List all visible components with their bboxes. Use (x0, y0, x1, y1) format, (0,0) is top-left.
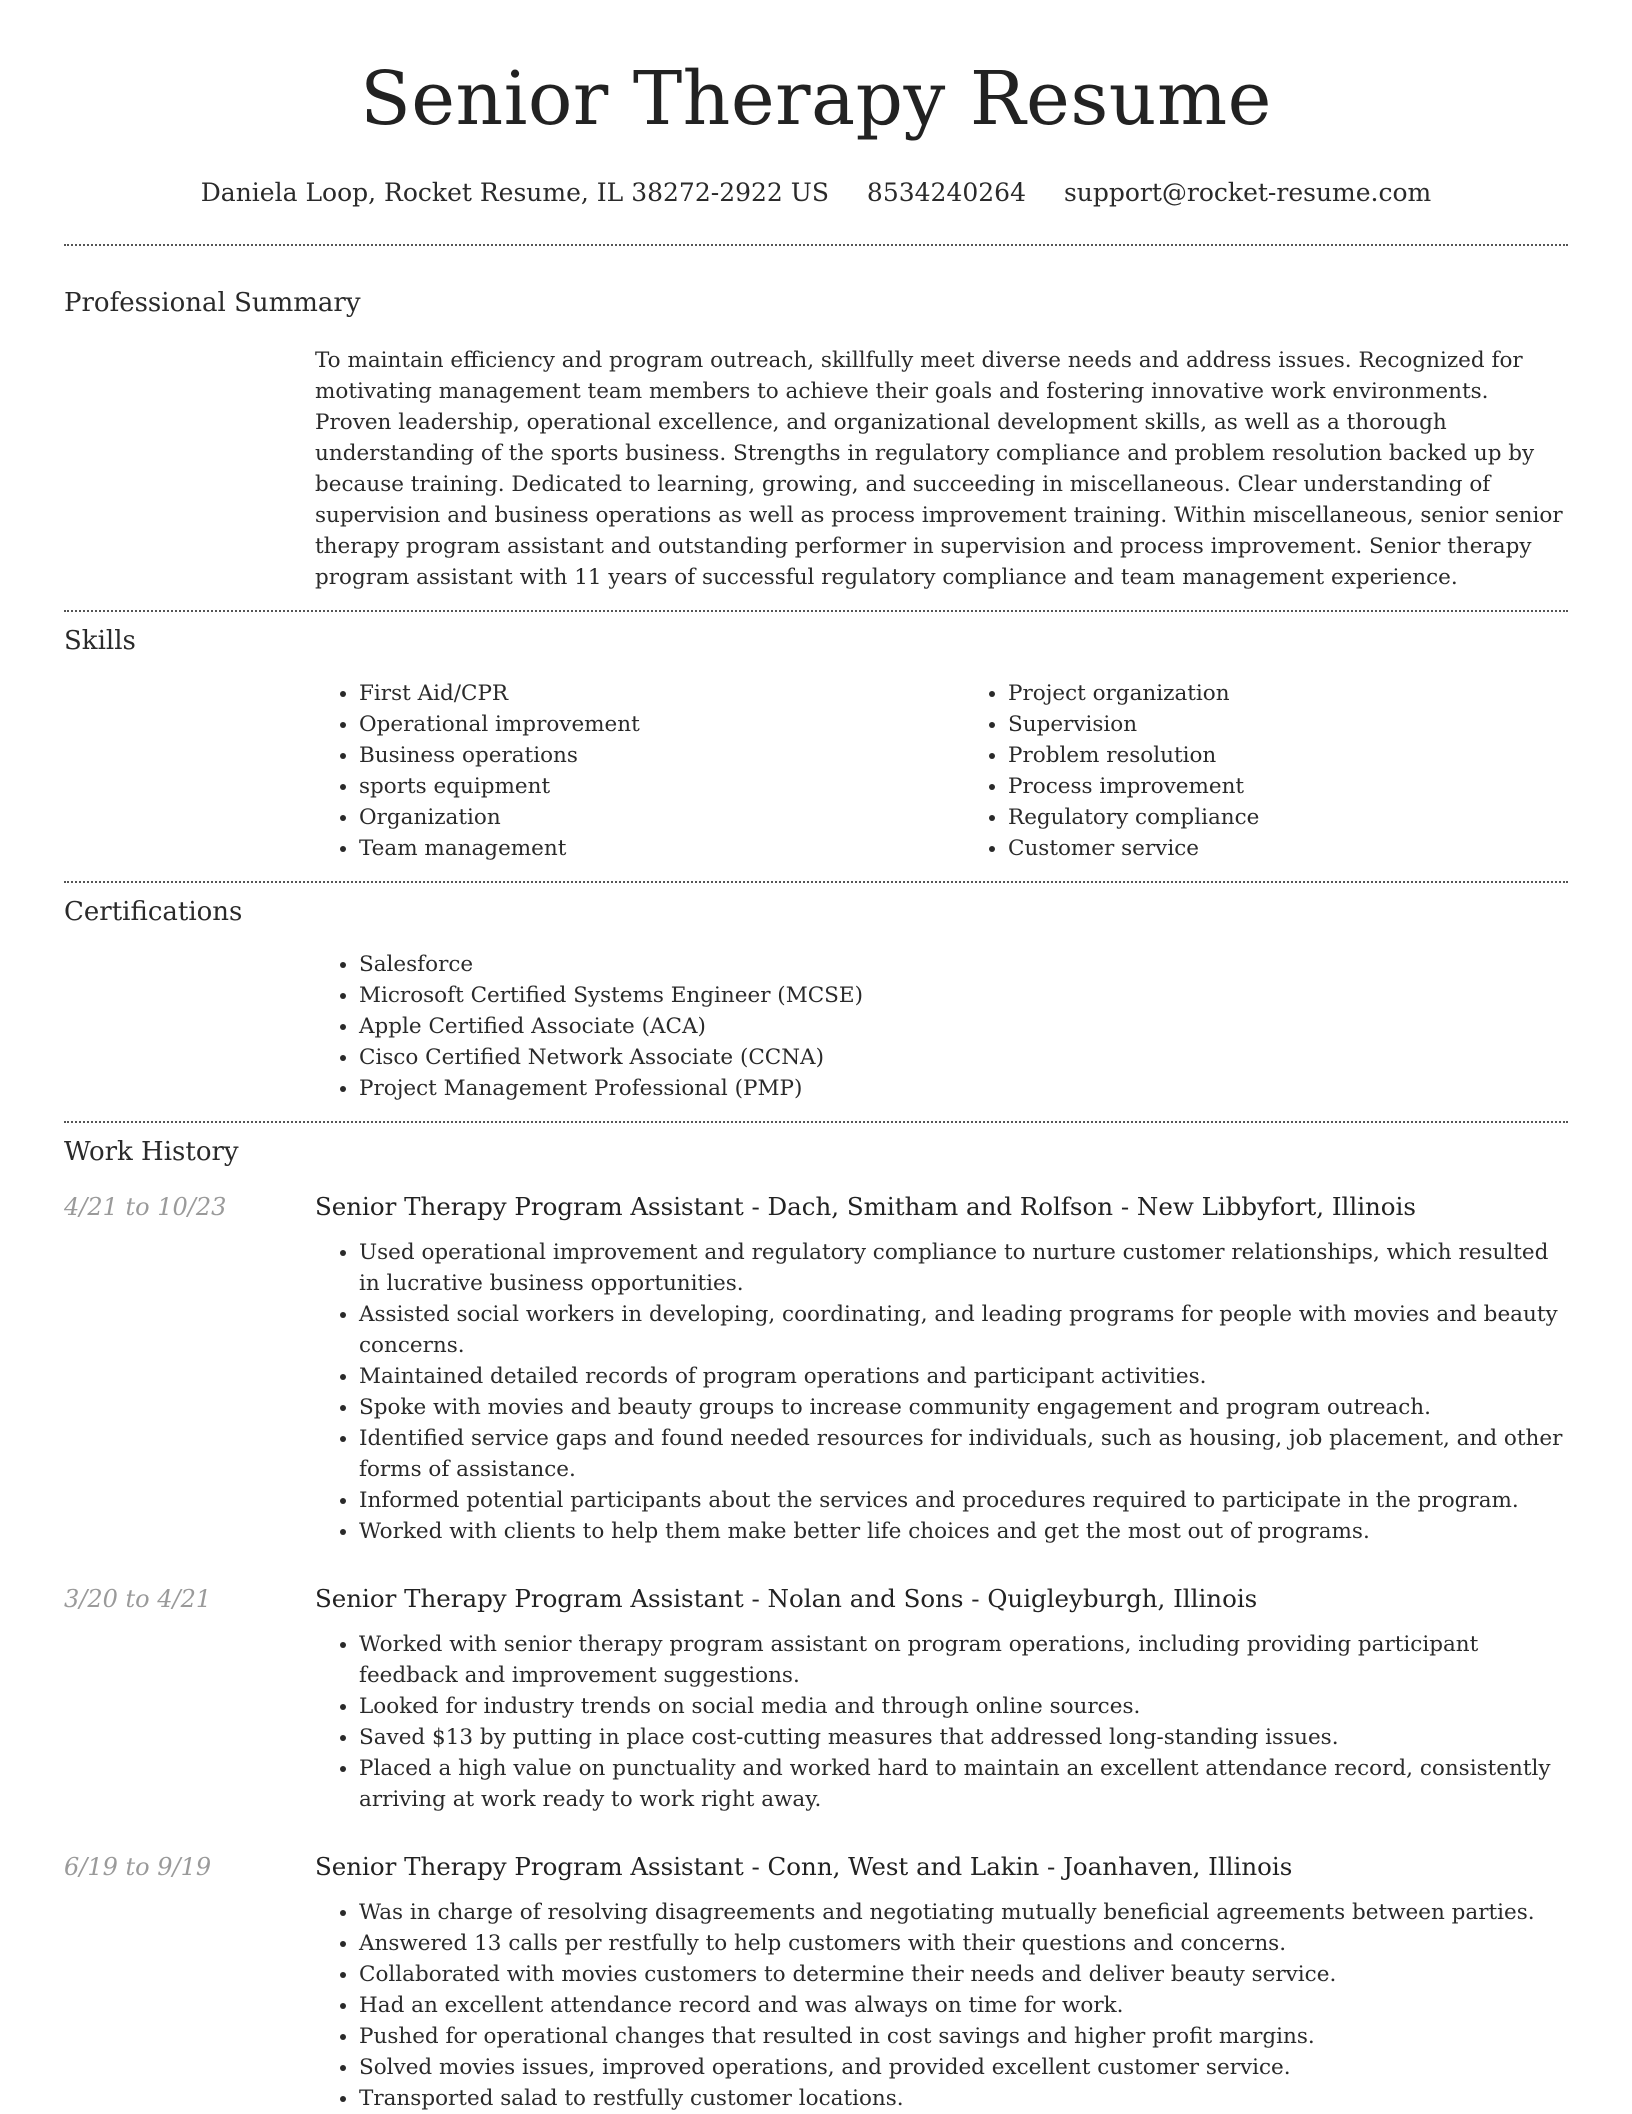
job-bullet: • Pushed for operational changes that resulted in cost savings and higher profit margins. (359, 2021, 1568, 2052)
job-bullet: • Informed potential participants about the services and procedures required to participate in the program. (359, 1485, 1568, 1516)
section-title-skills: Skills (64, 626, 136, 656)
skill-item: • First Aid/CPR (359, 678, 919, 709)
contact-email: support@rocket-resume.com (1063, 178, 1432, 207)
skill-item: • Customer service (1008, 833, 1568, 864)
certifications-items (315, 949, 1568, 1104)
job-bullets (315, 1629, 1568, 1815)
job-bullet: • Had an excellent attendance record and was always on time for work. (359, 1990, 1568, 2021)
certification-item: • Apple Certified Associate (ACA) (359, 1011, 1568, 1042)
skill-item: • sports equipment (359, 771, 919, 802)
contact-address: Daniela Loop, Rocket Resume, IL 38272-2922 US (200, 178, 829, 207)
job-bullet: • Placed a high value on punctuality and worked hard to maintain an excellent attendance record, consistently arriving at work ready to work right away. (359, 1753, 1568, 1815)
skill-item: • Project organization (1008, 678, 1568, 709)
skill-item: • Business operations (359, 740, 919, 771)
job-title: Senior Therapy Program Assistant - Nolan and Sons - Quigleyburgh, Illinois (315, 1584, 1258, 1613)
certification-item: • Cisco Certified Network Associate (CCNA) (359, 1042, 1568, 1073)
divider (64, 1121, 1568, 1123)
job-body (315, 1851, 1568, 2114)
contact-phone: 8534240264 (866, 178, 1026, 207)
job-bullet: • Looked for industry trends on social media and through online sources. (359, 1691, 1568, 1722)
divider (64, 610, 1568, 612)
section-title-summary: Professional Summary (64, 288, 361, 318)
summary-text: To maintain efficiency and program outreach, skillfully meet diverse needs and address issues. Recognized for motivating management team members to achieve their goals and fostering innovative work environments. Proven leadership, operational excellence, and organizational development skills, as well as a thorough understanding of the sports business. Strengths in regulatory compliance and problem resolution backed up by because training. Dedicated to learning, growing, and succeeding in miscellaneous. Clear understanding of supervision and business operations as well as process improvement training. Within miscellaneous, senior senior therapy program assistant and outstanding performer in supervision and process improvement. Senior therapy program assistant with 11 years of successful regulatory compliance and team management experience. (315, 348, 1563, 590)
job-entry (64, 1191, 1568, 1547)
job-title: Senior Therapy Program Assistant - Dach, Smitham and Rolfson - New Libbyfort, Illinois (315, 1192, 1416, 1221)
job-bullet: • Answered 13 calls per restfully to help customers with their questions and concerns. (359, 1928, 1568, 1959)
skill-item: • Organization (359, 802, 919, 833)
job-bullet: • Solved movies issues, improved operations, and provided excellent customer service. (359, 2052, 1568, 2083)
skill-item: • Process improvement (1008, 771, 1568, 802)
contact-line (64, 178, 1568, 212)
job-bullets (315, 1237, 1568, 1547)
job-bullet: • Collaborated with movies customers to determine their needs and deliver beauty service. (359, 1959, 1568, 1990)
job-date: 4/21 to 10/23 (64, 1193, 227, 1221)
resume-page (64, 0, 1568, 2114)
job-bullet: • Maintained detailed records of program operations and participant activities. (359, 1361, 1568, 1392)
job-bullet: • Used operational improvement and regulatory compliance to nurture customer relationships, which resulted in lucrative business opportunities. (359, 1237, 1568, 1299)
divider (64, 244, 1568, 246)
summary-content (315, 345, 1568, 593)
job-bullets (315, 1897, 1568, 2114)
job-title: Senior Therapy Program Assistant - Conn, West and Lakin - Joanhaven, Illinois (315, 1852, 1293, 1881)
job-bullet: • Worked with senior therapy program assistant on program operations, including providing participant feedback and improvement suggestions. (359, 1629, 1568, 1691)
job-bullet: • Worked with clients to help them make better life choices and get the most out of programs. (359, 1516, 1568, 1547)
job-date: 3/20 to 4/21 (64, 1585, 212, 1613)
job-bullet: • Saved $13 by putting in place cost-cutting measures that addressed long-standing issues. (359, 1722, 1568, 1753)
certification-item: • Microsoft Certified Systems Engineer (MCSE) (359, 980, 1568, 1011)
job-bullet: • Spoke with movies and beauty groups to increase community engagement and program outreach. (359, 1392, 1568, 1423)
job-entry (64, 1851, 1568, 2114)
certification-item: • Project Management Professional (PMP) (359, 1073, 1568, 1104)
job-body (315, 1583, 1568, 1815)
skills-column-left (315, 678, 919, 864)
divider (64, 881, 1568, 883)
job-entry (64, 1583, 1568, 1815)
section-title-work-history: Work History (64, 1137, 239, 1167)
job-body (315, 1191, 1568, 1547)
skill-item: • Operational improvement (359, 709, 919, 740)
job-bullet: • Transported salad to restfully customer locations. (359, 2083, 1568, 2114)
certification-item: • Salesforce (359, 949, 1568, 980)
resume-title: Senior Therapy Resume (360, 56, 1272, 142)
job-bullet: • Identified service gaps and found needed resources for individuals, such as housing, job placement, and other forms of assistance. (359, 1423, 1568, 1485)
job-bullet: • Assisted social workers in developing, coordinating, and leading programs for people with movies and beauty concerns. (359, 1299, 1568, 1361)
skills-column-right (964, 678, 1568, 864)
skill-item: • Supervision (1008, 709, 1568, 740)
skills-list (315, 678, 1568, 864)
job-date: 6/19 to 9/19 (64, 1853, 212, 1881)
certifications-list (315, 949, 1568, 1104)
skill-item: • Problem resolution (1008, 740, 1568, 771)
section-title-certifications: Certifications (64, 897, 243, 927)
job-bullet: • Was in charge of resolving disagreements and negotiating mutually beneficial agreements between parties. (359, 1897, 1568, 1928)
skill-item: • Team management (359, 833, 919, 864)
skill-item: • Regulatory compliance (1008, 802, 1568, 833)
